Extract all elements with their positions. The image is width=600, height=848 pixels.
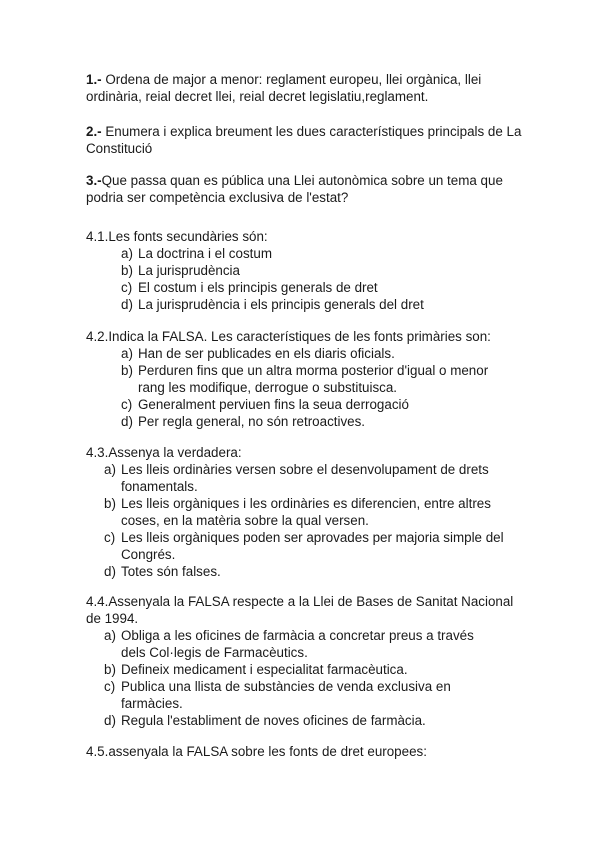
option-letter: a) [121, 346, 133, 361]
question-1 [86, 71, 526, 105]
option-letter: b) [104, 496, 116, 511]
option-c [104, 678, 474, 712]
question-text: Ordena de major a menor: reglament europeu, llei orgànica, llei ordinària, reial decret llei, reial decret legislatiu,reglament. [86, 72, 482, 104]
mc-stem: 4.1.Les fonts secundàries són: [86, 229, 268, 244]
option-list [104, 627, 474, 729]
option-d [104, 712, 474, 729]
option-a [104, 627, 474, 661]
option-letter: b) [104, 662, 116, 677]
option-text: Publica una llista de substàncies de venda exclusiva en farmàcies. [121, 679, 451, 711]
question-2 [86, 123, 526, 157]
mc-stem: 4.4.Assenyala la FALSA respecte a la Llei de Bases de Sanitat Nacional de 1994. [86, 594, 514, 626]
option-d [121, 296, 546, 313]
option-text: Regula l'establiment de noves oficines de farmàcia. [121, 713, 426, 728]
option-letter: c) [104, 530, 116, 545]
mc-question-4-2 [86, 328, 546, 430]
mc-stem: 4.2.Indica la FALSA. Les característiques de les fonts primàries son: [86, 329, 491, 344]
option-text: Perduren fins que un altra morma posterior d'igual o menor rang les modifique, derrogue o substituisca. [138, 363, 489, 395]
mc-question-4-1 [86, 228, 546, 313]
option-text: Les lleis orgàniques i les ordinàries es diferencien, entre altres coses, en la matèria sobre la qual versen. [121, 496, 491, 528]
option-text: La doctrina i el costum [138, 246, 272, 261]
mc-stem: 4.5.assenyala la FALSA sobre les fonts de dret europees: [86, 744, 427, 759]
question-number: 3.- [86, 173, 102, 188]
mc-stem: 4.3.Assenya la verdadera: [86, 445, 242, 460]
option-text: Per regla general, no són retroactives. [138, 414, 366, 429]
option-letter: b) [121, 363, 133, 378]
option-c [104, 529, 514, 563]
question-number: 1.- [86, 72, 102, 87]
option-b [121, 362, 516, 396]
option-letter: c) [104, 679, 116, 694]
option-c [121, 396, 516, 413]
question-text: Que passa quan es pública una Llei autonòmica sobre un tema que podria ser competència exclusiva de l'estat? [86, 173, 503, 205]
option-d [104, 563, 514, 580]
option-text: Les lleis orgàniques poden ser aprovades per majoria simple del Congrés. [121, 530, 504, 562]
mc-question-4-5 [86, 743, 546, 760]
question-text: Enumera i explica breument les dues característiques principals de La Constitució [86, 124, 522, 156]
option-text: Obliga a les oficines de farmàcia a concretar preus a través dels Col·legis de Farmacèutics. [121, 628, 474, 660]
question-3 [86, 172, 526, 206]
option-c [121, 279, 546, 296]
option-b [104, 661, 474, 678]
option-letter: d) [121, 297, 133, 312]
option-letter: a) [104, 628, 116, 643]
option-text: Totes són falses. [121, 564, 221, 579]
option-letter: d) [104, 713, 116, 728]
option-letter: a) [104, 462, 116, 477]
option-d [121, 413, 516, 430]
option-text: La jurisprudència i els principis generals del dret [138, 297, 424, 312]
option-letter: d) [104, 564, 116, 579]
option-list [104, 461, 514, 580]
option-text: La jurisprudència [138, 263, 240, 278]
option-text: Han de ser publicades en els diaris oficials. [138, 346, 395, 361]
option-a [121, 245, 546, 262]
option-a [104, 461, 514, 495]
option-text: El costum i els principis generals de dret [138, 280, 378, 295]
option-text: Defineix medicament i especialitat farmacèutica. [121, 662, 408, 677]
mc-question-4-4 [86, 593, 546, 729]
mc-question-4-3 [86, 444, 546, 580]
option-list [121, 345, 516, 430]
option-text: Les lleis ordinàries versen sobre el desenvolupament de drets fonamentals. [121, 462, 489, 494]
option-b [104, 495, 514, 529]
option-list [121, 245, 546, 313]
option-letter: c) [121, 280, 133, 295]
option-letter: c) [121, 397, 133, 412]
option-letter: d) [121, 414, 133, 429]
question-number: 2.- [86, 124, 102, 139]
option-b [121, 262, 546, 279]
option-letter: b) [121, 263, 133, 278]
option-letter: a) [121, 246, 133, 261]
option-text: Generalment perviuen fins la seua derrogació [138, 397, 409, 412]
option-a [121, 345, 516, 362]
